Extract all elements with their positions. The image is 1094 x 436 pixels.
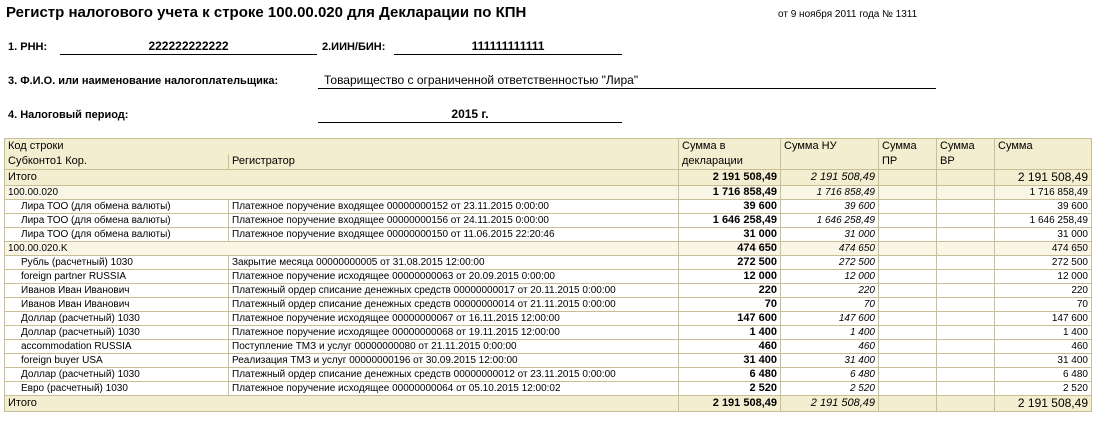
row-nu: 12 000 [781,270,879,284]
row-pr [879,382,937,396]
row-registrator: Закрытие месяца 00000000005 от 31.08.2015 12:00:00 [229,256,679,270]
row-sum: 39 600 [995,200,1092,214]
row-vr [937,200,995,214]
table-row [5,368,1092,382]
row-pr [879,368,937,382]
row-subkonto: accommodation RUSSIA [5,340,229,354]
row-registrator: Платежное поручение входящее 00000000150 от 11.06.2015 22:20:46 [229,228,679,242]
group-code: 100.00.020.K [5,242,679,256]
tax-period-label: 4. Налоговый период: [8,109,129,121]
row-decl: 31 000 [679,228,781,242]
row-nu: 1 400 [781,326,879,340]
table-header-row-1 [5,139,1092,155]
row-registrator: Платежное поручение исходящее 00000000068 от 19.11.2015 12:00:00 [229,326,679,340]
row-decl: 12 000 [679,270,781,284]
group-sum: 1 716 858,49 [995,186,1092,200]
row-vr [937,326,995,340]
row-pr [879,326,937,340]
row-subkonto: Доллар (расчетный) 1030 [5,368,229,382]
group-vr [937,242,995,256]
row-decl: 1 400 [679,326,781,340]
table-row [5,312,1092,326]
total-pr [879,396,937,412]
row-registrator: Платежный ордер списание денежных средств 00000000012 от 23.11.2015 0:00:00 [229,368,679,382]
row-sum: 31 000 [995,228,1092,242]
row-sum: 6 480 [995,368,1092,382]
row-subkonto: Рубль (расчетный) 1030 [5,256,229,270]
row-sum: 1 646 258,49 [995,214,1092,228]
row-sum: 70 [995,298,1092,312]
group-nu: 1 716 858,49 [781,186,879,200]
taxpayer-name-label: 3. Ф.И.О. или наименование налогоплательщика: [8,75,279,87]
col-header-sum-nu: Сумма НУ [781,139,879,170]
rnn-value: 222222222222 [148,39,229,53]
row-decl: 1 646 258,49 [679,214,781,228]
row-pr [879,340,937,354]
total-sum: 2 191 508,49 [995,396,1092,412]
row-pr [879,354,937,368]
total-row-bottom [5,396,1092,412]
row-vr [937,270,995,284]
col-header-sum-vr: Сумма ВР [937,139,995,170]
group-row [5,186,1092,200]
row-vr [937,298,995,312]
total-label: Итого [5,396,679,412]
row-subkonto: Иванов Иван Иванович [5,298,229,312]
rnn-label: 1. РНН: [8,41,48,53]
row-sum: 460 [995,340,1092,354]
total-nu: 2 191 508,49 [781,396,879,412]
group-row [5,242,1092,256]
row-pr [879,270,937,284]
row-nu: 31 000 [781,228,879,242]
tax-period-value: 2015 г. [451,107,489,121]
row-subkonto: Иванов Иван Иванович [5,284,229,298]
total-label: Итого [5,170,679,186]
row-nu: 1 646 258,49 [781,214,879,228]
total-row-top [5,170,1092,186]
group-nu: 474 650 [781,242,879,256]
total-sum: 2 191 508,49 [995,170,1092,186]
row-pr [879,200,937,214]
taxpayer-name-value: Товарищество с ограниченной ответственностью "Лира" [324,73,639,87]
row-nu: 31 400 [781,354,879,368]
row-registrator: Платежное поручение входящее 00000000156 от 24.11.2015 0:00:00 [229,214,679,228]
row-registrator: Платежный ордер списание денежных средств 00000000017 от 20.11.2015 0:00:00 [229,284,679,298]
row-sum: 220 [995,284,1092,298]
row-sum: 12 000 [995,270,1092,284]
row-pr [879,228,937,242]
row-vr [937,382,995,396]
row-subkonto: Евро (расчетный) 1030 [5,382,229,396]
group-sum: 474 650 [995,242,1092,256]
row-pr [879,256,937,270]
table-row [5,382,1092,396]
row-nu: 6 480 [781,368,879,382]
table-row [5,298,1092,312]
row-vr [937,214,995,228]
table-row [5,228,1092,242]
row-decl: 147 600 [679,312,781,326]
row-vr [937,340,995,354]
table-row [5,214,1092,228]
row-decl: 31 400 [679,354,781,368]
col-header-code: Код строки [5,139,679,155]
row-subkonto: Лира ТОО (для обмена валюты) [5,214,229,228]
row-nu: 70 [781,298,879,312]
col-header-sum-decl: Сумма в декларации [679,139,781,170]
tax-period-underline [318,122,622,123]
row-sum: 2 520 [995,382,1092,396]
group-decl: 474 650 [679,242,781,256]
row-registrator: Реализация ТМЗ и услуг 00000000196 от 30.09.2015 12:00:00 [229,354,679,368]
col-header-sum-pr: Сумма ПР [879,139,937,170]
col-header-sum: Сумма [995,139,1092,170]
row-vr [937,354,995,368]
iin-value: 111111111111 [471,39,545,53]
total-decl: 2 191 508,49 [679,396,781,412]
group-code: 100.00.020 [5,186,679,200]
table-row [5,326,1092,340]
rnn-underline [60,54,317,55]
row-registrator: Платежное поручение исходящее 00000000064 от 05.10.2015 12:00:02 [229,382,679,396]
register-table [4,138,1092,412]
row-decl: 70 [679,298,781,312]
row-subkonto: Доллар (расчетный) 1030 [5,326,229,340]
report-title: Регистр налогового учета к строке 100.00.020 для Декларации по КПН [6,4,527,21]
table-row [5,200,1092,214]
row-subkonto: Лира ТОО (для обмена валюты) [5,200,229,214]
total-nu: 2 191 508,49 [781,170,879,186]
row-nu: 272 500 [781,256,879,270]
group-decl: 1 716 858,49 [679,186,781,200]
row-registrator: Платежное поручение исходящее 00000000067 от 16.11.2015 12:00:00 [229,312,679,326]
row-sum: 147 600 [995,312,1092,326]
row-pr [879,284,937,298]
row-nu: 147 600 [781,312,879,326]
row-decl: 2 520 [679,382,781,396]
row-nu: 220 [781,284,879,298]
row-sum: 1 400 [995,326,1092,340]
group-pr [879,242,937,256]
row-nu: 39 600 [781,200,879,214]
row-decl: 272 500 [679,256,781,270]
row-decl: 39 600 [679,200,781,214]
report-date: от 9 ноября 2011 года № 1311 [778,9,918,20]
total-vr [937,170,995,186]
row-pr [879,312,937,326]
total-vr [937,396,995,412]
table-row [5,284,1092,298]
row-vr [937,228,995,242]
row-sum: 272 500 [995,256,1092,270]
table-row [5,354,1092,368]
row-registrator: Платежное поручение входящее 00000000152 от 23.11.2015 0:00:00 [229,200,679,214]
total-pr [879,170,937,186]
row-decl: 460 [679,340,781,354]
row-vr [937,256,995,270]
table-row [5,256,1092,270]
col-header-subkonto: Субконто1 Кор. [5,154,229,170]
row-registrator: Платежный ордер списание денежных средств 00000000014 от 21.11.2015 0:00:00 [229,298,679,312]
iin-underline [394,54,622,55]
row-registrator: Платежное поручение исходящее 00000000063 от 20.09.2015 0:00:00 [229,270,679,284]
taxpayer-name-underline [318,88,936,89]
row-registrator: Поступление ТМЗ и услуг 00000000080 от 21.11.2015 0:00:00 [229,340,679,354]
row-subkonto: foreign buyer USA [5,354,229,368]
row-nu: 460 [781,340,879,354]
group-pr [879,186,937,200]
group-vr [937,186,995,200]
row-sum: 31 400 [995,354,1092,368]
row-pr [879,298,937,312]
row-decl: 6 480 [679,368,781,382]
col-header-registrator: Регистратор [229,154,679,170]
row-subkonto: foreign partner RUSSIA [5,270,229,284]
row-pr [879,214,937,228]
row-vr [937,368,995,382]
row-nu: 2 520 [781,382,879,396]
table-row [5,270,1092,284]
total-decl: 2 191 508,49 [679,170,781,186]
iin-label: 2.ИИН/БИН: [322,41,386,53]
table-row [5,340,1092,354]
row-vr [937,312,995,326]
row-subkonto: Лира ТОО (для обмена валюты) [5,228,229,242]
row-decl: 220 [679,284,781,298]
row-subkonto: Доллар (расчетный) 1030 [5,312,229,326]
row-vr [937,284,995,298]
